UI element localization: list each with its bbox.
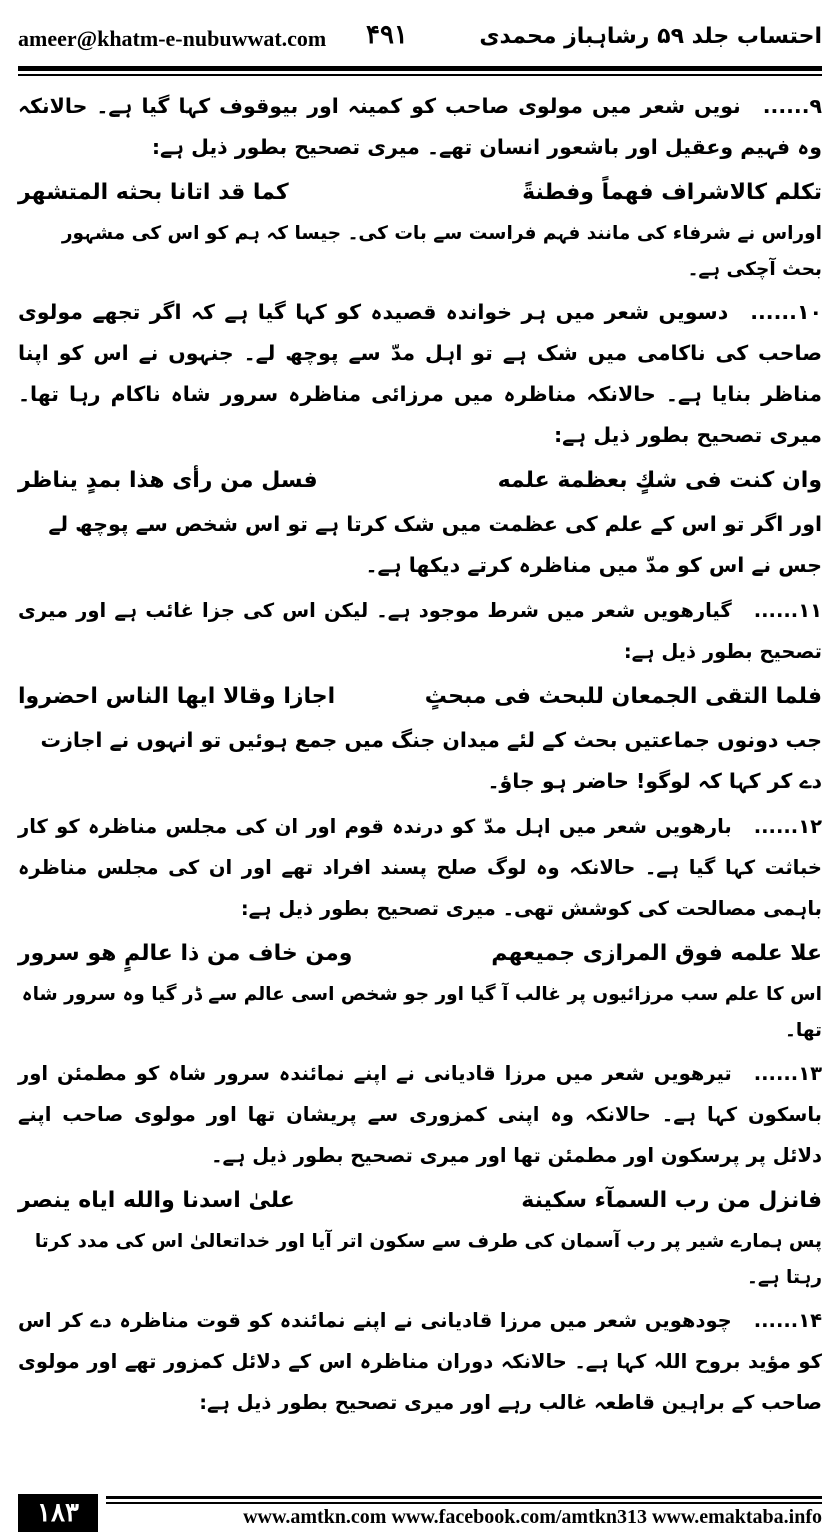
verse-first-hemistich: فانزل من رب السمآء سكينة [521,1188,822,1213]
page-footer [18,1494,822,1534]
verse-first-hemistich: فلما التقى الجمعان للبحث فى مبحثٍ [424,684,822,709]
paragraph-number: ۹...... [762,94,822,118]
paragraph-text: تیرھویں شعر میں مرزا قادیانی نے اپنے نمائندہ سرور شاہ کو مطمئن اور باسکون کہا ہے۔ حالانکہ وہ اپنی کمزوری سے پریشان تھا اور مولوی صاحب اپنے دلائل پر پرسکون اور مطمئن تھا اور میری تصحیح بطور ذیل ہے۔ [18,1062,822,1167]
verse-first-hemistich: تکلم کالاشراف فهماً وفطنةً [522,180,822,205]
verse-13 [18,1180,822,1222]
paragraph-10 [18,292,822,456]
verse-10 [18,460,822,502]
verse-second-hemistich: ومن خاف من ذا عالمٍ هو سرور [18,941,353,966]
verse-translation-12: اس کا علم سب مرزائیوں پر غالب آ گیا اور جو شخص اسی عالم سے ڈر گیا وہ سرور شاہ تھا۔ [21,984,822,1041]
paragraph-12 [18,806,822,929]
verse-second-hemistich: اجازا وقالا ايها الناس احضروا [18,684,336,709]
paragraph-number: ۱۰...... [750,300,822,324]
footer-rule [106,1502,822,1504]
header-rule-thick [18,66,822,71]
verse-second-hemistich: کما قد اتانا بحثه المتشهر [18,180,289,205]
header-rule-thin [18,74,822,76]
verse-translation-9: اوراس نے شرفاء کی مانند فہم فراست سے بات کی۔ جیسا کہ ہم کو اس کی مشہور بحث آچکی ہے۔ [61,223,822,280]
verse-9 [18,172,822,214]
verse-second-hemistich: علىٰ اسدنا والله اياه ينصر [18,1188,295,1213]
header-email: ameer@khatm-e-nubuwwat.com [18,26,327,51]
verse-11 [18,676,822,718]
footer-page-number: ۱۸۳ [18,1494,98,1532]
footer-rule [106,1496,822,1499]
paragraph-text: بارھویں شعر میں اہل مدّ کو درندہ قوم اور ان کی مجلس مناظرہ کو کار خباثت کہا گیا ہے۔ حالانکہ وہ لوگ صلح پسند افراد تھے اور ان کی مجلس مناظرہ باہمی مصالحت کی کوشش تھی۔ میری تصحیح بطور ذیل ہے: [18,815,822,920]
paragraph-number: ۱۳...... [753,1062,822,1085]
paragraph-number: ۱۴...... [753,1309,822,1332]
paragraph-text: گیارھویں شعر میں شرط موجود ہے۔ لیکن اس کی جزا غائب ہے اور میری تصحیح بطور ذیل ہے: [18,599,822,663]
page-body [18,86,822,1486]
paragraph-text: دسویں شعر میں ہر خواندہ قصیدہ کو کہا گیا ہے کہ اگر تجھے مولوی صاحب کی ناکامی میں شک ہے تو اہل مدّ سے پوچھ لے۔ جنہوں نے اس کو اپنا مناظر بنایا ہے۔ حالانکہ مناظرہ میں مرزائی مناظرہ سرور شاہ ناکام رہا تھا۔ میری تصحیح بطور ذیل ہے: [18,300,822,447]
paragraph-text: نویں شعر میں مولوی صاحب کو کمینہ اور بیوقوف کہا گیا ہے۔ حالانکہ وہ فہیم وعقیل اور باشعور انسان تھے۔ میری تصحیح بطور ذیل ہے: [18,94,822,159]
verse-translation-11: جب دونوں جماعتیں بحث کے لئے میدان جنگ میں جمع ہوئیں تو انہوں نے اجازت دے کر کہا کہ لوگو! حاضر ہو جاؤ۔ [40,728,822,793]
page-header [18,20,822,60]
paragraph-9 [18,86,822,168]
verse-translation-10: اور اگر تو اس کے علم کی عظمت میں شک کرتا ہے تو اس شخص سے پوچھ لے جس نے اس کو مدّ میں مناظرہ کرتے دیکھا ہے۔ [48,512,822,577]
paragraph-number: ۱۱...... [753,599,822,622]
paragraph-11 [18,590,822,672]
verse-12 [18,933,822,975]
paragraph-13 [18,1053,822,1176]
footer-website-links: www.amtkn.com www.facebook.com/amtkn313 www.emaktaba.info [243,1506,822,1528]
paragraph-14 [18,1300,822,1423]
paragraph-text: چودھویں شعر میں مرزا قادیانی نے اپنے نمائندہ کو قوت مناظرہ دے کر اس کو مؤید بروح اللہ کہا ہے۔ حالانکہ دوران مناظرہ اس کے دلائل کمزور تھے اور مولوی صاحب کے براہین قاطعہ غالب رہے اور میری تصحیح بطور ذیل ہے: [18,1309,822,1414]
verse-translation-13: پس ہمارے شیر پر رب آسمان کی طرف سے سکون اتر آیا اور خداتعالیٰ اس کی مدد کرتا رہتا ہے۔ [34,1231,822,1288]
header-running-title: احتساب جلد ۵۹ رشاہباز محمدی [479,24,822,49]
verse-second-hemistich: فسل من رأى هذا بمدٍ يناظر [18,468,318,493]
paragraph-number: ۱۲...... [753,815,822,838]
verse-first-hemistich: علا علمه فوق المرازى جميعهم [491,941,822,966]
verse-first-hemistich: وان كنت فى شكٍ بعظمة علمه [497,468,822,493]
header-page-number: ۴۹۱ [366,20,408,50]
